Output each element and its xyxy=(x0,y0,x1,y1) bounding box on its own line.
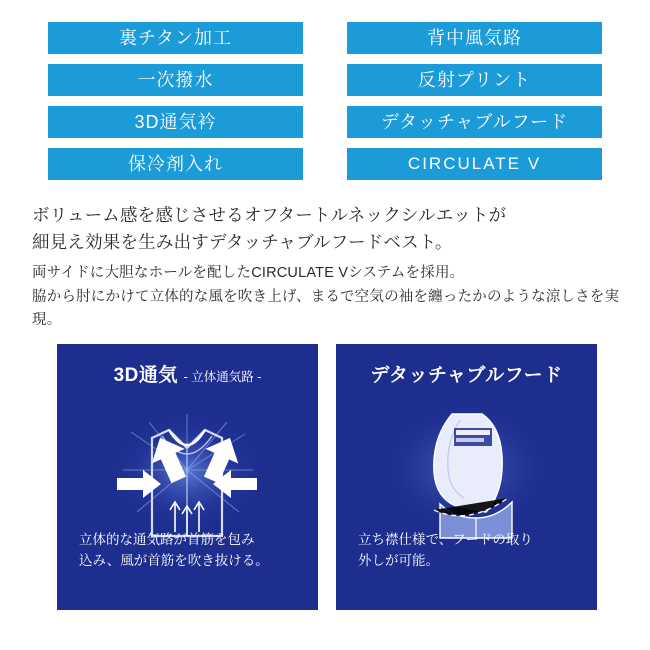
feature-panels xyxy=(57,344,597,610)
panel-caption xyxy=(79,530,302,572)
feature-tag: デタッチャブルフード xyxy=(347,106,602,138)
panel-caption-line-2: 外しが可能。 xyxy=(358,553,439,569)
lead-line-2: 細見え効果を生み出すデタッチャブルフードベスト。 xyxy=(32,232,453,253)
feature-tag: 一次撥水 xyxy=(48,64,303,96)
lead-line-1: ボリューム感を感じさせるオフタートルネックシルエットが xyxy=(32,205,507,225)
panel-3d-ventilation xyxy=(57,344,318,610)
panel-title xyxy=(57,360,318,387)
lead-copy xyxy=(32,202,632,256)
panel-detachable-hood xyxy=(336,344,597,610)
panel-title xyxy=(336,360,597,387)
panel-caption-line-1: 立ち襟仕様で、フードの取り xyxy=(358,532,533,548)
feature-tag: 3D通気衿 xyxy=(48,106,303,138)
panel-caption-line-1: 立体的な通気路が首筋を包み xyxy=(79,532,255,548)
panel-title-sub: - 立体通気路 - xyxy=(183,370,262,384)
sub-line-2: 脇から肘にかけて立体的な風を吹き上げ、まるで空気の袖を纏ったかのような涼しさを実現。 xyxy=(32,288,620,329)
feature-tag: 反射プリント xyxy=(347,64,602,96)
feature-tag-grid xyxy=(48,22,602,180)
feature-tag: 裏チタン加工 xyxy=(48,22,303,54)
3d-ventilation-neck-icon xyxy=(57,386,318,546)
panel-caption-line-2: 込み、風が首筋を吹き抜ける。 xyxy=(79,553,269,569)
panel-title-main: デタッチャブルフード xyxy=(370,365,563,386)
sub-line-1: 両サイドに大胆なホールを配したCIRCULATE Vシステムを採用。 xyxy=(32,265,465,282)
panel-title-main: 3D通気 xyxy=(113,365,178,386)
detachable-hood-icon xyxy=(336,386,597,546)
feature-tag: 背中風気路 xyxy=(347,22,602,54)
feature-tag: 保冷剤入れ xyxy=(48,148,303,180)
panel-caption xyxy=(358,530,581,572)
feature-tag: CIRCULATE V xyxy=(347,148,602,180)
description-block xyxy=(32,202,632,333)
sub-copy xyxy=(32,262,632,332)
